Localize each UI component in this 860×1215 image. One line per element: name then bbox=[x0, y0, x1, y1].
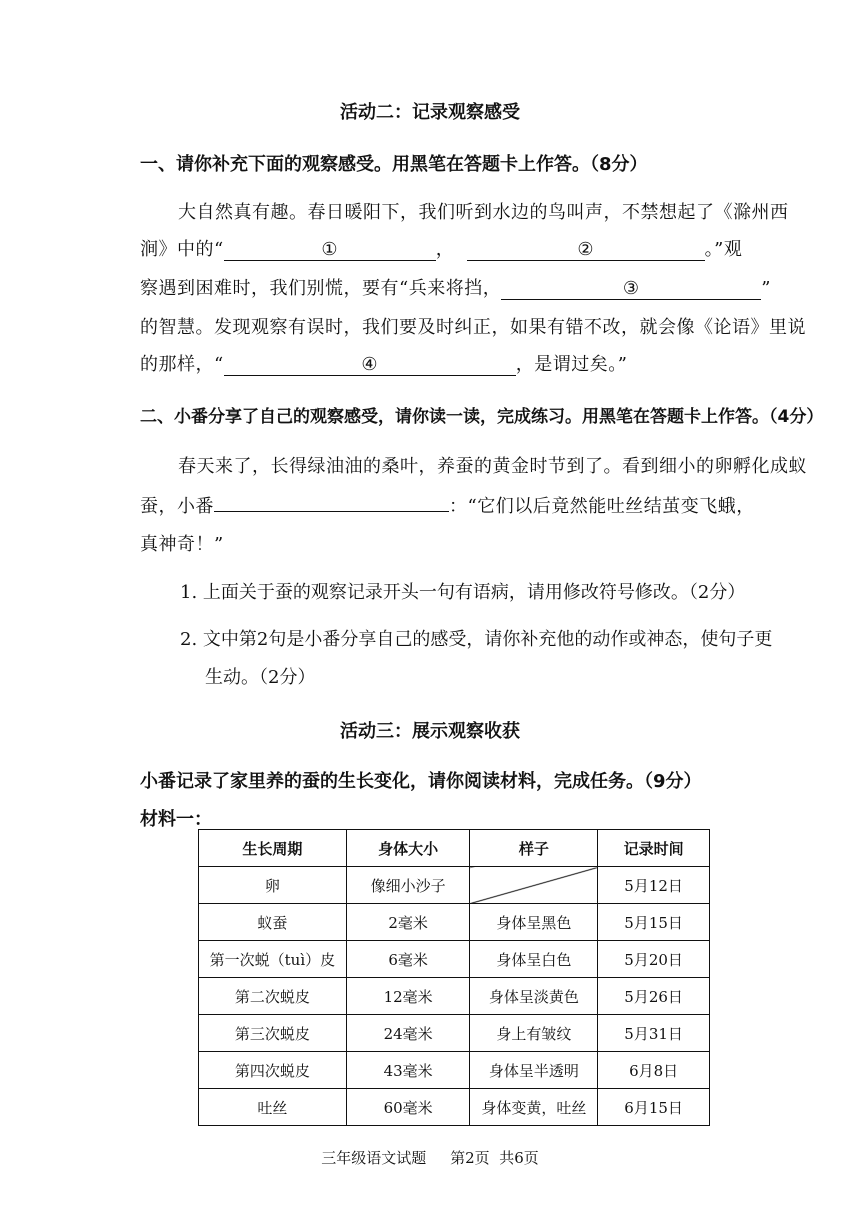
q2-line1: 春天来了，长得绿油油的桑叶，养蚕的黄金时节到了。看到细小的卵孵化成蚁 bbox=[178, 456, 807, 477]
cell-appearance: 身体呈黑色 bbox=[470, 904, 598, 941]
q1-line2-pre: 涧》中的“ bbox=[140, 239, 224, 260]
cell-size: 60毫米 bbox=[346, 1089, 470, 1126]
table-row bbox=[199, 978, 710, 1015]
q2-line3: 真神奇！” bbox=[140, 534, 224, 555]
q1-line5 bbox=[140, 350, 627, 376]
material-label: 材料一： bbox=[140, 809, 212, 830]
cell-size: 12毫米 bbox=[346, 978, 470, 1015]
cell-size: 43毫米 bbox=[346, 1052, 470, 1089]
table-row bbox=[199, 1089, 710, 1126]
footer-subject: 三年级语文试题 bbox=[321, 1149, 427, 1167]
cell-size: 6毫米 bbox=[346, 941, 470, 978]
blank-2[interactable]: ② bbox=[467, 240, 705, 261]
blank-action[interactable] bbox=[214, 511, 449, 512]
activity2-title: 活动二：记录观察感受 bbox=[340, 102, 520, 123]
q1-line3-post: ” bbox=[761, 278, 771, 299]
cell-stage: 第三次蜕皮 bbox=[199, 1015, 347, 1052]
cell-size: 像细小沙子 bbox=[346, 867, 470, 904]
q2-line2-post: ：“它们以后竟然能吐丝结茧变飞蛾， bbox=[449, 496, 755, 517]
q1-line2-mid: ， bbox=[435, 239, 455, 260]
cell-date: 6月15日 bbox=[598, 1089, 710, 1126]
question2-heading: 二、小番分享了自己的观察感受，请你读一读，完成练习。用黑笔在答题卡上作答。（4分） bbox=[140, 407, 824, 427]
q2-item2-line2: 生动。（2分） bbox=[205, 667, 316, 688]
cell-size: 2毫米 bbox=[346, 904, 470, 941]
q1-line2-post: 。”观 bbox=[704, 239, 743, 260]
blank-1[interactable]: ① bbox=[224, 240, 436, 261]
question1-heading: 一、请你补充下面的观察感受。用黑笔在答题卡上作答。（8分） bbox=[140, 154, 648, 175]
table-row bbox=[199, 941, 710, 978]
cell-date: 5月15日 bbox=[598, 904, 710, 941]
cell-appearance: 身体呈淡黄色 bbox=[470, 978, 598, 1015]
table-row bbox=[199, 904, 710, 941]
header-appearance: 样子 bbox=[470, 830, 598, 867]
q1-line3 bbox=[140, 274, 771, 300]
cell-stage: 第二次蜕皮 bbox=[199, 978, 347, 1015]
footer-page-number: 第2页 bbox=[450, 1149, 490, 1167]
header-growth-stage: 生长周期 bbox=[199, 830, 347, 867]
q1-line1: 大自然真有趣。春日暖阳下，我们听到水边的鸟叫声，不禁想起了《滁州西 bbox=[178, 202, 789, 223]
blank-4[interactable]: ④ bbox=[224, 355, 516, 376]
q2-line2 bbox=[140, 492, 755, 518]
q2-line2-pre: 蚕，小番 bbox=[140, 496, 214, 517]
cell-appearance: 身体变黄，吐丝 bbox=[470, 1089, 598, 1126]
q1-line4: 的智慧。发现观察有误时，我们要及时纠正，如果有错不改，就会像《论语》里说 bbox=[140, 317, 806, 338]
q1-line5-post: ，是谓过矣。” bbox=[515, 354, 628, 375]
table-row bbox=[199, 1015, 710, 1052]
cell-size: 24毫米 bbox=[346, 1015, 470, 1052]
q1-line5-pre: 的那样，“ bbox=[140, 354, 224, 375]
cell-stage: 吐丝 bbox=[199, 1089, 347, 1126]
silkworm-growth-table bbox=[198, 829, 710, 1126]
q2-item2-line1: 2. 文中第2句是小番分享自己的感受，请你补充他的动作或神态，使句子更 bbox=[180, 629, 773, 650]
cell-date: 5月31日 bbox=[598, 1015, 710, 1052]
cell-appearance: 身体呈半透明 bbox=[470, 1052, 598, 1089]
task-heading: 小番记录了家里养的蚕的生长变化，请你阅读材料，完成任务。（9分） bbox=[140, 771, 702, 792]
cell-date: 5月26日 bbox=[598, 978, 710, 1015]
activity3-title: 活动三：展示观察收获 bbox=[340, 721, 520, 742]
cell-stage: 第四次蜕皮 bbox=[199, 1052, 347, 1089]
cell-date: 6月8日 bbox=[598, 1052, 710, 1089]
footer-total-pages: 共6页 bbox=[499, 1149, 539, 1167]
header-record-date: 记录时间 bbox=[598, 830, 710, 867]
header-body-size: 身体大小 bbox=[346, 830, 470, 867]
cell-stage: 卵 bbox=[199, 867, 347, 904]
table-row bbox=[199, 1052, 710, 1089]
cell-date: 5月12日 bbox=[598, 867, 710, 904]
blank-3[interactable]: ③ bbox=[501, 279, 761, 300]
cell-stage: 蚁蚕 bbox=[199, 904, 347, 941]
cell-appearance-empty bbox=[470, 867, 598, 904]
cell-appearance: 身上有皱纹 bbox=[470, 1015, 598, 1052]
q1-line2 bbox=[140, 235, 742, 261]
cell-date: 5月20日 bbox=[598, 941, 710, 978]
page-footer bbox=[0, 1147, 860, 1168]
q1-line3-pre: 察遇到困难时，我们别慌，要有“兵来将挡， bbox=[140, 278, 502, 299]
cell-stage: 第一次蜕（tuì）皮 bbox=[199, 941, 347, 978]
cell-appearance: 身体呈白色 bbox=[470, 941, 598, 978]
table-header-row bbox=[199, 830, 710, 867]
table-row bbox=[199, 867, 710, 904]
q2-item1: 1. 上面关于蚕的观察记录开头一句有语病，请用修改符号修改。（2分） bbox=[180, 582, 746, 603]
